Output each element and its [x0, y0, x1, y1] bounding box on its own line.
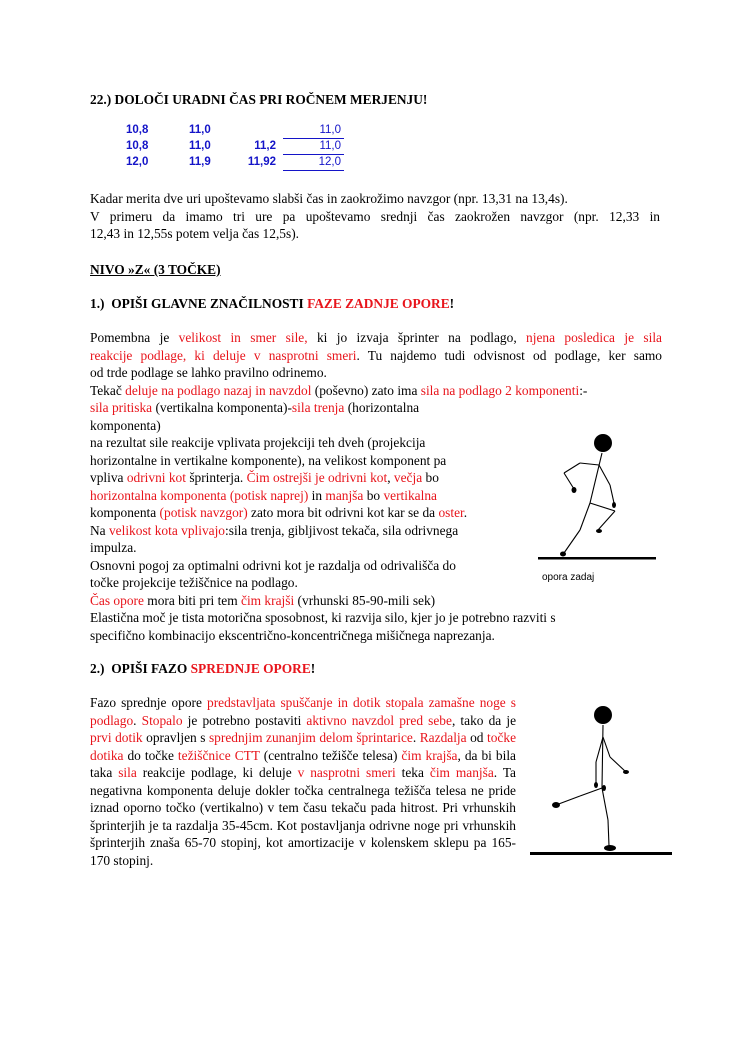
- text-line: impulza.: [90, 540, 137, 555]
- text-line: komponenta (potisk navzgor) zato mora bit odrivni kot kar se da oster.: [90, 505, 468, 520]
- text-line: Elastična moč je tista motorična sposobnost, ki razvija silo, kjer jo je potrebno razviti s: [90, 610, 556, 625]
- table-cell: 12,0: [318, 156, 341, 168]
- q1-title: 1.) OPIŠI GLAVNE ZNAČILNOSTI FAZE ZADNJE OPORE!: [90, 296, 455, 311]
- text-line: Čas opore mora biti pri tem čim krajši (vrhunski 85-90-mili sek): [90, 592, 436, 608]
- q22-explanation: [90, 190, 660, 243]
- figure-rear-support: [530, 425, 660, 590]
- q2-title: 2.) OPIŠI FAZO SPREDNJE OPORE!: [90, 661, 316, 676]
- table-cell: 11,2: [254, 140, 276, 152]
- text-line: horizontalne in vertikalne komponente), na velikost komponent pa: [90, 452, 447, 468]
- text-line: Tekač deluje na podlago nazaj in navzdol (poševno) zato ima sila na podlago 2 komponenti:-: [90, 382, 588, 398]
- text-line: vpliva odrivni kot šprinterja. Čim ostrejši je odrivni kot, večja bo: [90, 470, 439, 485]
- text-line: od trde podlage se lahko pravilno odrinemo.: [90, 365, 327, 380]
- timing-table: [90, 123, 360, 173]
- table-cell: 11,0: [189, 140, 211, 152]
- table-cell: 10,8: [126, 140, 149, 152]
- table-cell: 11,9: [189, 156, 211, 168]
- level-heading: NIVO »Z« (3 TOČKE): [90, 262, 221, 277]
- text-line: na rezultat sile reakcije vplivata projekciji teh dveh (projekcija: [90, 435, 426, 450]
- table-cell: 10,8: [126, 124, 149, 136]
- figure-front-support: [530, 702, 680, 862]
- text-line: Osnovni pogoj za optimalni odrivni kot je razdalja od odrivališča do: [90, 557, 456, 573]
- q2-body: Fazo sprednje opore predstavljata spuščanje in dotik stopala zamašne noge s podlago. Stopalo je potrebno postaviti aktivno navzdol pred sebe, tako da je prvi dotik opravljen s sprednjim zunanjim delom šprintarice. Razdalja od točke dotika do točke težiščnice CTT (centralno težišče telesa) čim krajša, da bi bila taka sila reakcije podlage, ki deluje v nasprotni smeri teka čim manjša. Ta negativna komponenta deluje dokler točka centralnega težišča telesa ne pride iznad oporno točko (vertikalno) v tem času tekaču pada hitrost. Pri vrhunskih šprinterjih je ta razdalja 35-45cm. Kot postavljanja odrivne noge pri vrhunskih šprinterjih znaša 65-70 stopinj, kot amortizacije v kolenskem sklepu pa 165-170 stopinj.: [90, 695, 517, 868]
- table-cell: 11,92: [247, 156, 276, 168]
- q1-body-end: [90, 609, 662, 644]
- q1-body: [90, 329, 662, 399]
- table-cell: 12,0: [126, 156, 149, 168]
- text-line: reakcije podlage, ki deluje v nasprotni smeri. Tu najdemo tudi odvisnost od podlage, ker samo: [90, 347, 663, 363]
- text-line: komponenta): [90, 417, 161, 433]
- text-line: specifično kombinacijo ekscentrično-koncentričnega mišičnega naprezanja.: [90, 627, 495, 643]
- text-line: Pomembna je velikost in smer sile, ki jo izvaja šprinter na podlago, njena posledica je sila: [90, 330, 662, 345]
- paragraph: 12,43 in 12,55s potem velja čas 12,5s).: [90, 226, 300, 241]
- table-cell: 11,0: [189, 124, 211, 136]
- table-cell: 11,0: [319, 140, 341, 152]
- text-line: sila pritiska (vertikalna komponenta)-sila trenja (horizontalna: [90, 400, 420, 415]
- table-cell: 11,0: [319, 124, 341, 136]
- figure-caption: opora zadaj: [542, 572, 595, 583]
- q1-body-column: [90, 399, 530, 609]
- text-line: točke projekcije težiščnice na podlago.: [90, 575, 298, 590]
- q22-title: 22.) DOLOČI URADNI ČAS PRI ROČNEM MERJENJU!: [90, 92, 428, 107]
- paragraph: V primeru da imamo tri ure pa upoštevamo srednji čas zaokrožen navzgor (npr. 12,33 in: [90, 208, 660, 224]
- text-line: horizontalna komponenta (potisk naprej) in manjša bo vertikalna: [90, 487, 437, 503]
- paragraph: Kadar merita dve uri upoštevamo slabši čas in zaokrožimo navzgor (npr. 13,31 na 13,4s).: [90, 191, 568, 206]
- text-line: Na velikost kota vplivajo:sila trenja, gibljivost tekača, sila odrivnega: [90, 522, 459, 538]
